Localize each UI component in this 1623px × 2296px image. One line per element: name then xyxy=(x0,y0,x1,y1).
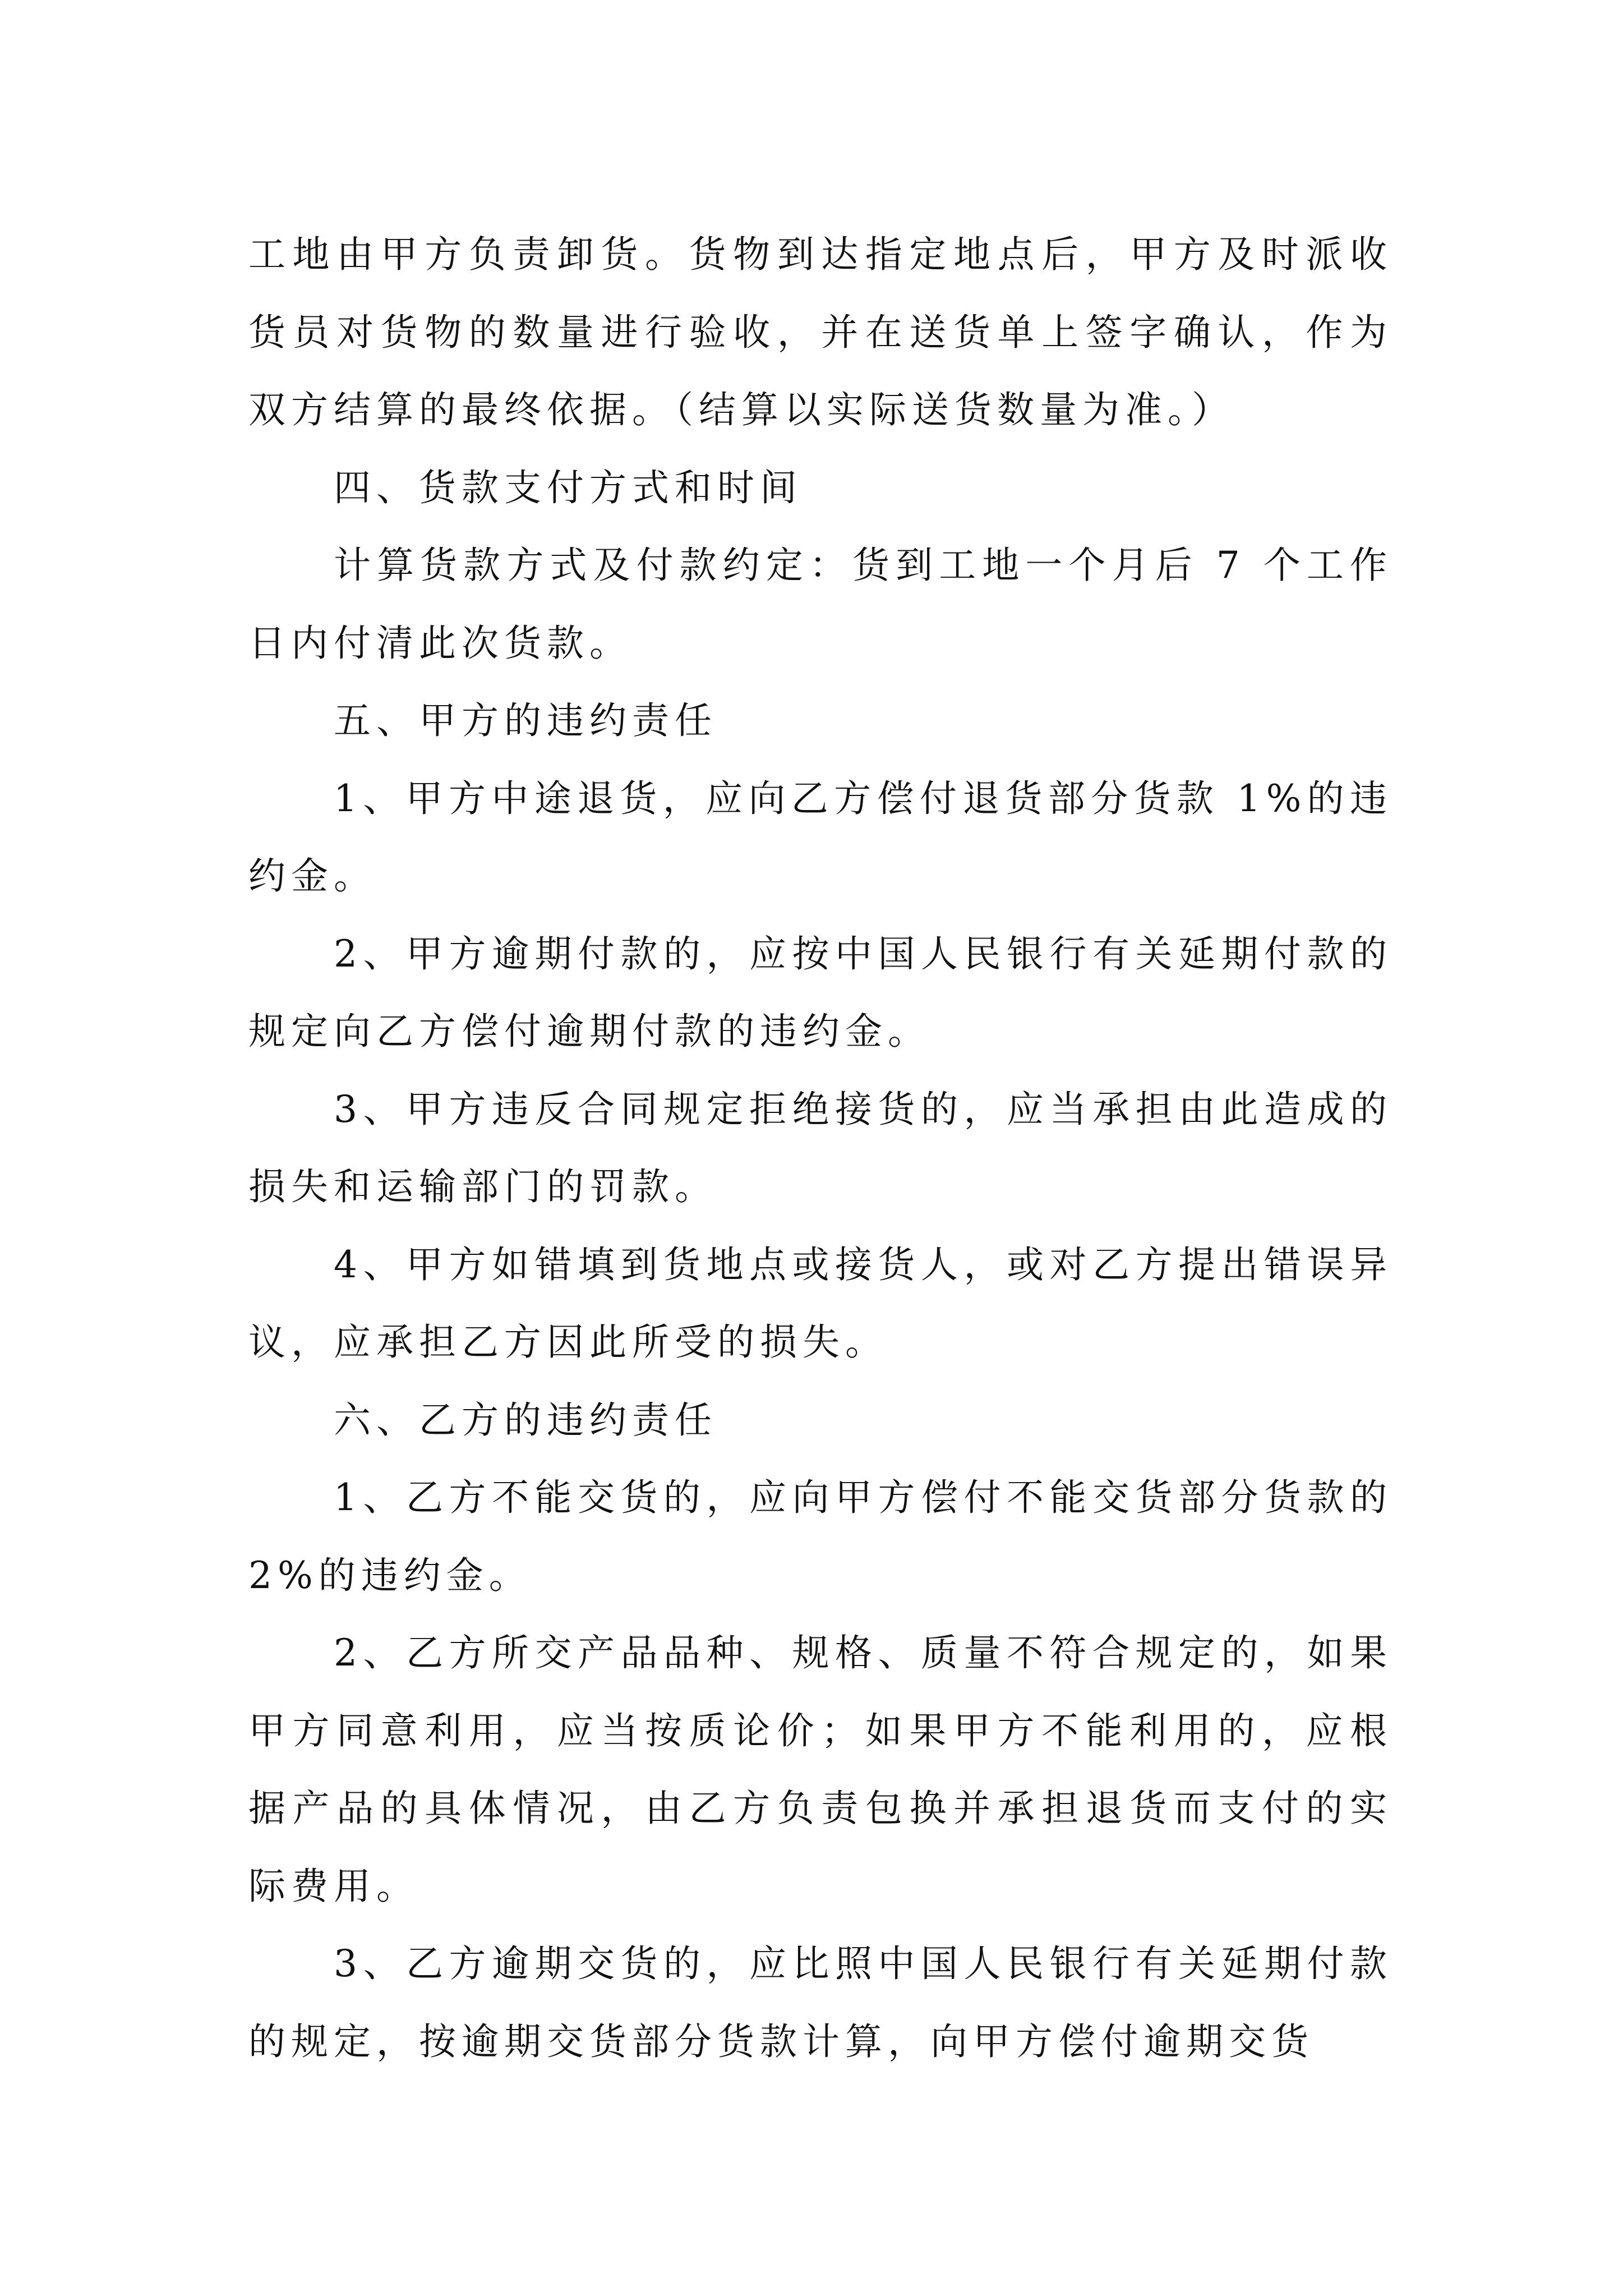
clause-a-2: 2、甲方逾期付款的，应按中国人民银行有关延期付款的规定向乙方偿付逾期付款的违约金。 xyxy=(248,932,1393,1053)
clause-b-2: 2、乙方所交产品品种、规格、质量不符合规定的，如果甲方同意利用，应当按质论价；如果甲方不能利用的，应根据产品的具体情况，由乙方负责包换并承担退货而支付的实际费用。 xyxy=(248,1631,1393,1908)
document-body xyxy=(248,216,1393,2081)
heading-payment-method: 四、货款支付方式和时间 xyxy=(334,466,803,509)
heading-party-b-liability: 六、乙方的违约责任 xyxy=(334,1398,717,1442)
heading-party-a-liability: 五、甲方的违约责任 xyxy=(334,699,717,742)
clause-a-4: 4、甲方如错填到货地点或接货人，或对乙方提出错误异议，应承担乙方因此所受的损失。 xyxy=(248,1243,1393,1364)
clause-a-1: 1、甲方中途退货，应向乙方偿付退货部分货款 1%的违约金。 xyxy=(248,776,1393,898)
paragraph-delivery-acceptance: 工地由甲方负责卸货。货物到达指定地点后，甲方及时派收货员对货物的数量进行验收，并在送货单上签字确认，作为双方结算的最终依据。（结算以实际送货数量为准。） xyxy=(248,233,1393,431)
clause-a-3: 3、甲方违反合同规定拒绝接货的，应当承担由此造成的损失和运输部门的罚款。 xyxy=(248,1087,1393,1208)
clause-b-3: 3、乙方逾期交货的，应比照中国人民银行有关延期付款的规定，按逾期交货部分货款计算，向甲方偿付逾期交货 xyxy=(248,1942,1393,2063)
clause-b-1: 1、乙方不能交货的，应向甲方偿付不能交货部分货款的 2%的违约金。 xyxy=(248,1476,1393,1597)
paragraph-payment-terms: 计算货款方式及付款约定：货到工地一个月后 7 个工作日内付清此次货款。 xyxy=(248,544,1393,665)
